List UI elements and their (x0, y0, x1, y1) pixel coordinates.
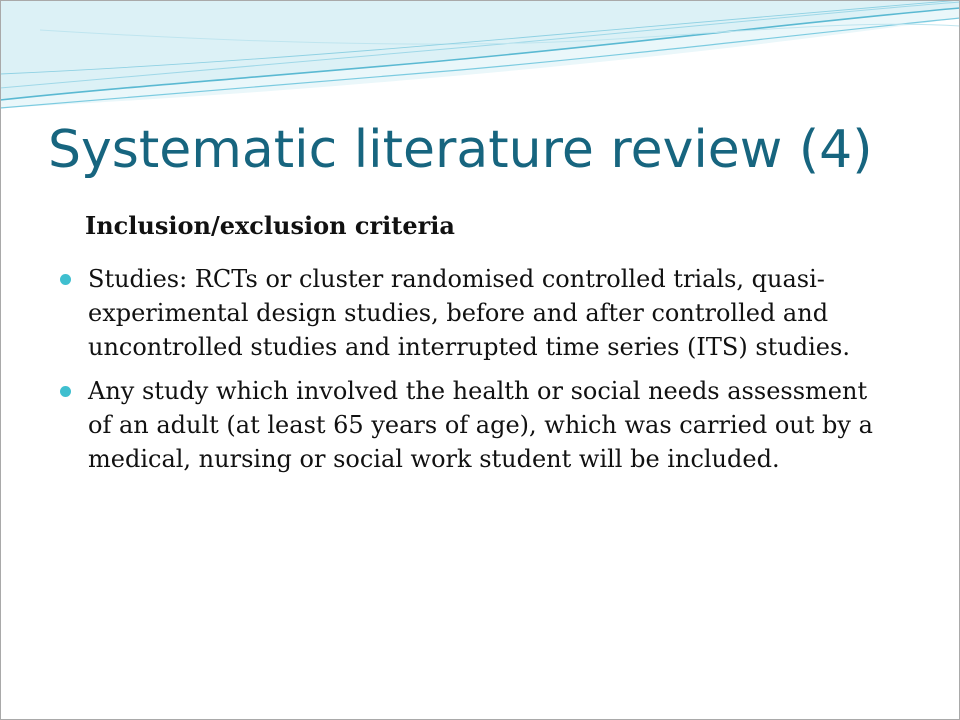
wave-band-lower (0, 8, 960, 108)
wave-line-3 (0, 2, 960, 88)
wave-band-light (0, 0, 960, 100)
bullet-text-studies: Studies: RCTs or cluster randomised controlled trials, quasi-experimental design studies, before and after controlled and uncontrolled studies and interrupted time series (ITS) studies. (88, 265, 850, 361)
wave-line-2 (0, 18, 960, 108)
slide-title: Systematic literature review (4) (48, 120, 873, 180)
wave-line-5 (0, 0, 960, 74)
bullet-text-eligibility: Any study which involved the health or social needs assessment of an adult (at least 65 years of age), which was carried out by a medical, nursing or social work student will be included. (88, 377, 873, 473)
criteria-subheading: Inclusion/exclusion criteria (85, 211, 455, 240)
bullet-list (88, 262, 888, 486)
wave-line-4 (40, 24, 960, 44)
wave-line-1 (0, 8, 960, 100)
bullet-item-eligibility (88, 374, 888, 476)
bullet-dot-icon (60, 386, 71, 397)
bullet-item-studies (88, 262, 888, 364)
bullet-dot-icon (60, 274, 71, 285)
